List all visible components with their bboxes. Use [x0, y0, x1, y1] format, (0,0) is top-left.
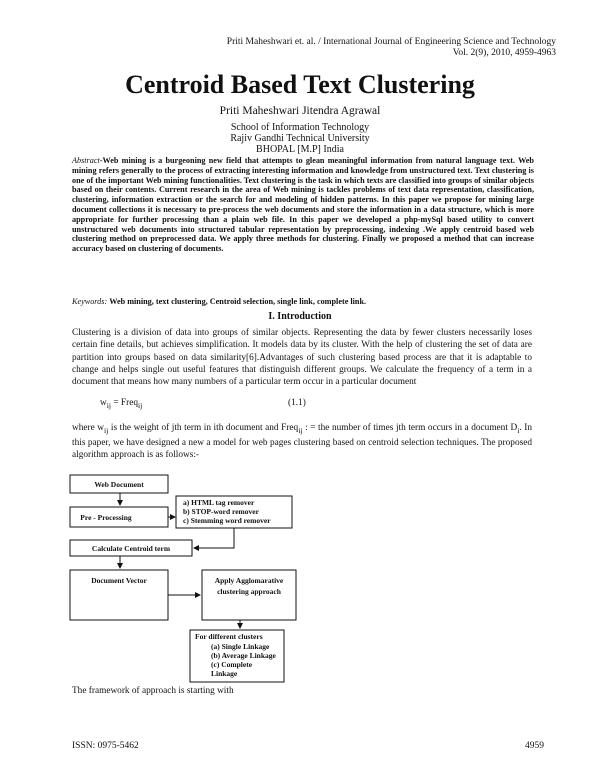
where-c: : = the number of times jth term occurs in a document D — [302, 423, 518, 433]
where-b: is the weight of jth term in ith document and Freq — [108, 423, 299, 433]
intro-paragraph: Clustering is a division of data into groups of similar objects. Representing the data by fewer clusters necessarily loses certain fine details, but achieves simplification. It models data by its cluster. With the help of clustering the set of data are partition into groups based on data similarity[6].Advantages of such clustering based process are that it is adaptable to change and helps single out useful features that distinguish different groups. We calculate the frequency of a term in a document that means how many numbers of a particular term occur in a particular document — [72, 328, 532, 388]
where-c-sub: i — [517, 425, 520, 435]
web-document-label: Web Document — [94, 480, 144, 489]
where-d: . In this paper, we have designed a new a model for web pages clustering based on centroid selection techniques. The proposed algorithm approach is as follows:- — [72, 423, 532, 461]
eq-lhs: w — [100, 398, 107, 408]
affiliation-line1: School of Information Technology — [230, 122, 370, 133]
step-a-label: a) HTML tag remover — [183, 498, 255, 507]
where-a-sub: ij — [104, 425, 109, 435]
arrow-steps-to-centroid — [194, 528, 234, 548]
agglo-label-line1: Apply Agglomarative — [214, 576, 284, 585]
step-c-label: c) Stemming word remover — [183, 516, 271, 525]
cluster-method-c-cont: Linkage — [211, 669, 238, 678]
abstract-label: Abstract — [72, 156, 100, 165]
abstract-text: -Web mining is a burgeoning new field that attempts to glean meaningful information from natural language text. Web mining refers generally to the process of extracting interesting information and knowledge from unstructured text. Text clustering is one of the important Web mining functionalities. Text clustering is the task in which texts are classified into groups of similar objects based on their contents. Current research in the area of Web mining is tackles problems of text data representation, classification, clustering, information extraction or the search for and modeling of hidden patterns. In this paper we propose for mining large document collections it is necessary to pre-process the web documents and store the information in a data structure, which is more appropriate for further processing than a plain web file. In this paper we developed a php-mySql based utility to convert unstructured web documents into structured tabular representation by preprocessing, indexing .We apply centroid based web clustering method on preprocessed data. We apply three methods for clustering. Finally we proposed a method that can increase accuracy based on clustering of documents. — [72, 156, 534, 254]
cluster-method-c: (c) Complete — [211, 660, 253, 669]
where-b-sub: ij — [298, 425, 303, 435]
section-heading: I. Introduction — [268, 311, 332, 322]
eq-rhs-sub: ij — [137, 400, 143, 410]
authors: Priti Maheshwari Jitendra Agrawal — [219, 105, 381, 117]
footer-issn: ISSN: 0975-5462 — [72, 741, 139, 751]
step-b-label: b) STOP-word remover — [183, 507, 259, 516]
paper-title: Centroid Based Text Clustering — [125, 70, 475, 99]
eq-rhs: = Freq — [113, 398, 138, 408]
document-vector-label: Document Vector — [91, 576, 147, 585]
running-header-journal: Priti Maheshwari et. al. / International Journal of Engineering Science and Technology — [226, 37, 556, 47]
equation-number: (1.1) — [288, 398, 306, 408]
keywords-text: Web mining, text clustering, Centroid selection, single link, complete link. — [109, 297, 367, 306]
cluster-method-a: (a) Single Linkage — [211, 642, 270, 651]
affiliation-line3: BHOPAL [M.P] India — [256, 144, 344, 155]
footer-page-number: 4959 — [525, 741, 544, 751]
clusters-title: For different clusters — [195, 632, 263, 641]
centroid-label: Calculate Centroid term — [91, 544, 171, 553]
eq-lhs-sub: ij — [106, 400, 112, 410]
affiliation-line2: Rajiv Gandhi Technical University — [230, 133, 370, 144]
pre-processing-label: Pre - Processing — [80, 513, 132, 522]
cluster-method-b: (b) Average Linkage — [211, 651, 276, 660]
keywords-label: Keywords: — [72, 297, 108, 306]
where-a: where w — [72, 423, 104, 433]
agglo-label-line2: clustering approach — [217, 587, 281, 596]
framework-text: The framework of approach is starting with — [72, 686, 234, 696]
running-header-volume: Vol. 2(9), 2010, 4959-4963 — [452, 48, 556, 58]
